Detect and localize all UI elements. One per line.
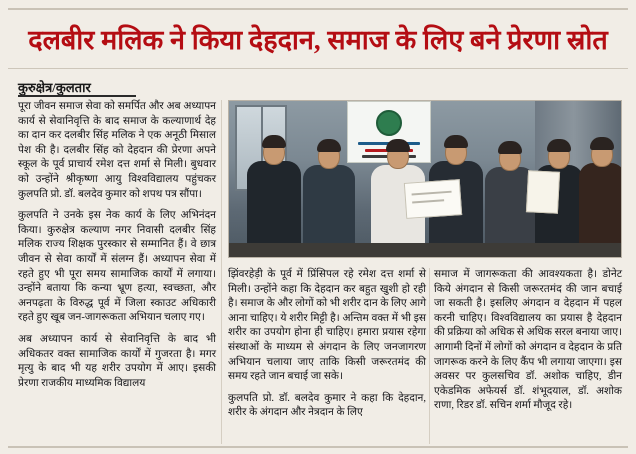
top-divider — [8, 8, 628, 10]
certificate-document — [404, 179, 462, 219]
certificate-document — [526, 170, 560, 214]
table-foreground — [229, 243, 621, 257]
dateline: कुरुक्षेत्र/कुलतार — [18, 80, 91, 95]
article-column-1 — [18, 100, 216, 398]
paragraph: कुलपति ने उनके इस नेक कार्य के लिए अभिनंदन किया। कुरुक्षेत्र कल्याण नगर निवासी दलबीर सिंह मलिक राज्य शिक्षक पुरस्कार से सम्मानित हैं। वे छात्र जीवन से सेवा कार्यों में संलग्न हैं। अध्यापन सेवा में रहते हुए भी पूरा समय सामाजिक कार्यों में लगाया। उन्होंने बताया कि कन्या भ्रूण हत्या, स्वच्छता, और अनपढ़ता के विरुद्ध पूर्व में जिला स्काउट अधिकारी रहते हुए खूब जन-जागरूकता अभियान चलाए गए। — [18, 210, 216, 324]
column-separator-2 — [429, 268, 430, 444]
headline-divider — [8, 68, 628, 69]
paragraph: झिंवरहेड़ी के पूर्व में प्रिंसिपल रहे रमेश दत्त शर्मा से मिली। उन्होंने कहा कि देहदान कर बहुत खुशी हो रही है। समाज के और लोगों को भी शरीर दान के लिए आगे आना चाहिए। ये शरीर मिट्टी है। अन्तिम वक्त में भी इस शरीर का उपयोग होना ही चाहिए। हमारा प्रयास रहेगा संस्थाओं के माध्यम से अंगदान के लिए जनजागरण अभियान चलाया जाए ताकि किसी जरूरतमंद की समय रहते जान बचाई जा सके। — [228, 269, 426, 383]
article-photo — [228, 100, 622, 258]
paragraph: कुलपति प्रो. डॉ. बलदेव कुमार ने कहा कि देहदान, शरीर के अंगदान और नेत्रदान के लिए — [228, 392, 426, 419]
article-column-2 — [228, 268, 426, 428]
paragraph: समाज में जागरूकता की आवश्यकता है। डोनेट किये अंगदान से किसी जरूरतमंद की जान बचाई जा सकती है। इसलिए अंगदान व देहदान में पहल करनी चाहिए। विश्वविद्यालय का प्रयास है देहदान की प्रक्रिया को अधिक से अधिक सरल बनाया जाए। आगामी दिनों में लोगों को अंगदान व देहदान के प्रति जागरूक करने के लिए कैंप भी लगाया जाएगा। इस अवसर पर कुलसचिव डॉ. अशोक चाहिए, डीन एकेडमिक अफेयर्स डॉ. शंभूदयाल, डॉ. अशोक राणा, रिडर डॉ. सचिन शर्मा मौजूद रहे। — [434, 269, 622, 412]
bottom-divider — [8, 446, 628, 448]
headline-band — [0, 16, 636, 64]
page-title: दलबीर मलिक ने किया देहदान, समाज के लिए बने प्रेरणा स्रोत — [28, 25, 608, 55]
column-separator-1 — [221, 100, 222, 444]
dateline-underline — [18, 95, 136, 97]
article-column-3 — [434, 268, 622, 421]
paragraph: अब अध्यापन कार्य से सेवानिवृत्ति के बाद भी अधिकतर वक्त सामाजिक कार्यों में गुजरता है। मगर मृत्यु के बाद भी यह शरीर उपयोग में आए। इसकी प्रेरणा राजकीय माध्यमिक विद्यालय — [18, 333, 216, 389]
paragraph: पूरा जीवन समाज सेवा को समर्पित और अब अध्यापन कार्य से सेवानिवृत्ति के बाद समाज के कल्याणार्थ देह का दान कर दलबीर सिंह मलिक ने एक अनूठी मिसाल पेश की है। दलबीर सिंह को देहदान की प्रेरणा अपने स्कूल के पूर्व प्राचार्य रमेश दत्त शर्मा से मिली। बुधवार को उन्होंने श्रीकृष्णा आयु विश्वविद्यालय पहुंचकर कुलपति प्रो. डॉ. बलदेव कुमार को शपथ पत्र सौंपा। — [18, 101, 216, 200]
university-emblem-icon — [376, 110, 402, 136]
